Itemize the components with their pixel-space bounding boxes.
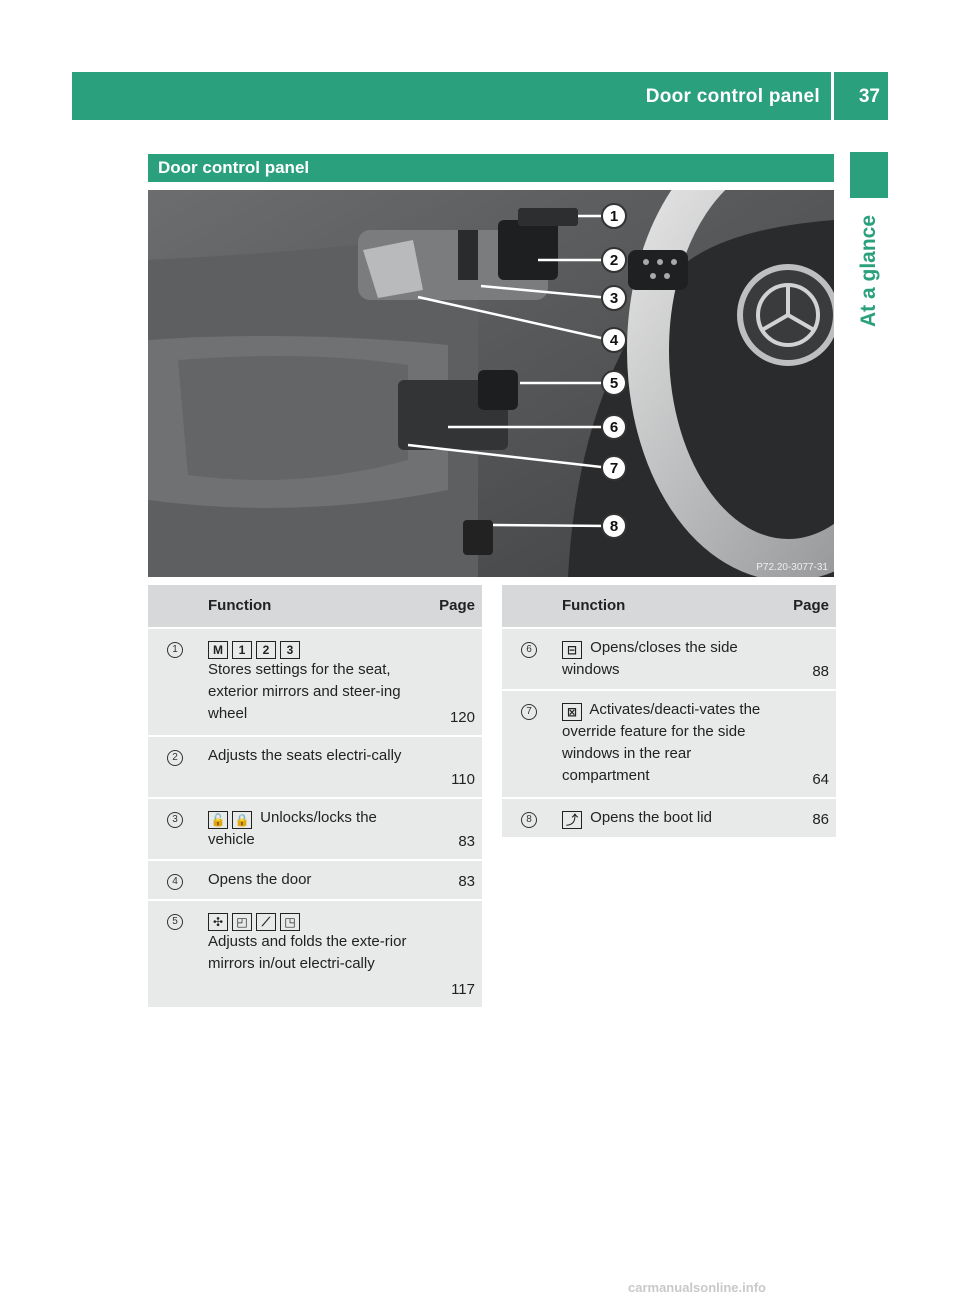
function-text: Opens/closes the side windows [562, 639, 738, 678]
item-number: 3 [167, 812, 183, 828]
function-text: Adjusts the seats electri-cally [208, 747, 402, 764]
page-ref: 83 [420, 799, 482, 861]
table-row [148, 629, 482, 737]
door-panel-photo [148, 190, 834, 577]
table-row [502, 691, 836, 799]
function-text: Opens the boot lid [590, 809, 712, 826]
chapter-tab-label: At a glance [857, 214, 880, 328]
running-header-title: Door control panel [645, 86, 820, 107]
watermark: carmanualsonline.info [628, 1280, 766, 1295]
override-icon: ⊠ [562, 703, 582, 721]
memory-button-icon: M [208, 641, 228, 659]
callout-1: 1 [609, 208, 619, 225]
left-mirror-icon: ◰ [232, 913, 252, 931]
callout-8: 8 [609, 518, 619, 535]
item-number: 6 [521, 642, 537, 658]
table-row [502, 629, 836, 691]
col-function: Function [202, 585, 420, 629]
item-number: 4 [167, 874, 183, 890]
unlock-icon: 🔓 [208, 811, 228, 829]
right-mirror-icon: ◳ [280, 913, 300, 931]
callout-2: 2 [609, 252, 619, 269]
item-number: 8 [521, 812, 537, 828]
callout-7: 7 [609, 460, 619, 477]
page-ref: 83 [420, 861, 482, 901]
table-row [148, 799, 482, 861]
function-table-right [502, 585, 836, 839]
symbol-row [208, 909, 416, 931]
boot-lid-icon: ⤴ [562, 811, 582, 829]
page-ref: 64 [774, 691, 836, 799]
function-text: Activates/deacti-vates the override feature for the side windows in the rear compartment [562, 701, 761, 784]
item-number: 5 [167, 914, 183, 930]
item-number: 2 [167, 750, 183, 766]
memory-3-icon: 3 [280, 641, 300, 659]
lock-icon: 🔒 [232, 811, 252, 829]
table-row [148, 737, 482, 799]
page-ref: 86 [774, 799, 836, 839]
memory-2-icon: 2 [256, 641, 276, 659]
photo-reference-code: P72.20-3077-31 [756, 562, 828, 573]
col-function: Function [556, 585, 774, 629]
page-ref: 117 [420, 901, 482, 1009]
function-text: Unlocks/locks the vehicle [208, 809, 377, 848]
callout-3: 3 [609, 290, 619, 307]
fold-mirror-icon: ⟋ [256, 913, 276, 931]
table-header-row [502, 585, 836, 629]
header-divider [831, 72, 834, 120]
function-text: Adjusts and folds the exte-rior mirrors in/out electri-cally [208, 933, 407, 972]
callout-5: 5 [609, 375, 619, 392]
page-ref: 120 [420, 629, 482, 737]
item-number: 7 [521, 704, 537, 720]
function-table-left [148, 585, 482, 1009]
table-row [502, 799, 836, 839]
function-text: Opens the door [208, 871, 312, 888]
mirror-adjust-icon: ✣ [208, 913, 228, 931]
window-icon: ⊟ [562, 641, 582, 659]
section-title: Door control panel [148, 154, 834, 182]
callout-4: 4 [609, 332, 619, 349]
table-header-row [148, 585, 482, 629]
page-ref: 110 [420, 737, 482, 799]
running-header [72, 72, 888, 120]
table-row [148, 901, 482, 1009]
item-number: 1 [167, 642, 183, 658]
table-row [148, 861, 482, 901]
page-number: 37 [858, 86, 880, 107]
callout-6: 6 [609, 419, 619, 436]
col-page: Page [774, 585, 836, 629]
function-text: Stores settings for the seat, exterior mirrors and steer-ing wheel [208, 661, 401, 722]
symbol-row [208, 637, 416, 659]
chapter-tab-marker [850, 152, 888, 198]
memory-1-icon: 1 [232, 641, 252, 659]
col-page: Page [420, 585, 482, 629]
page-ref: 88 [774, 629, 836, 691]
